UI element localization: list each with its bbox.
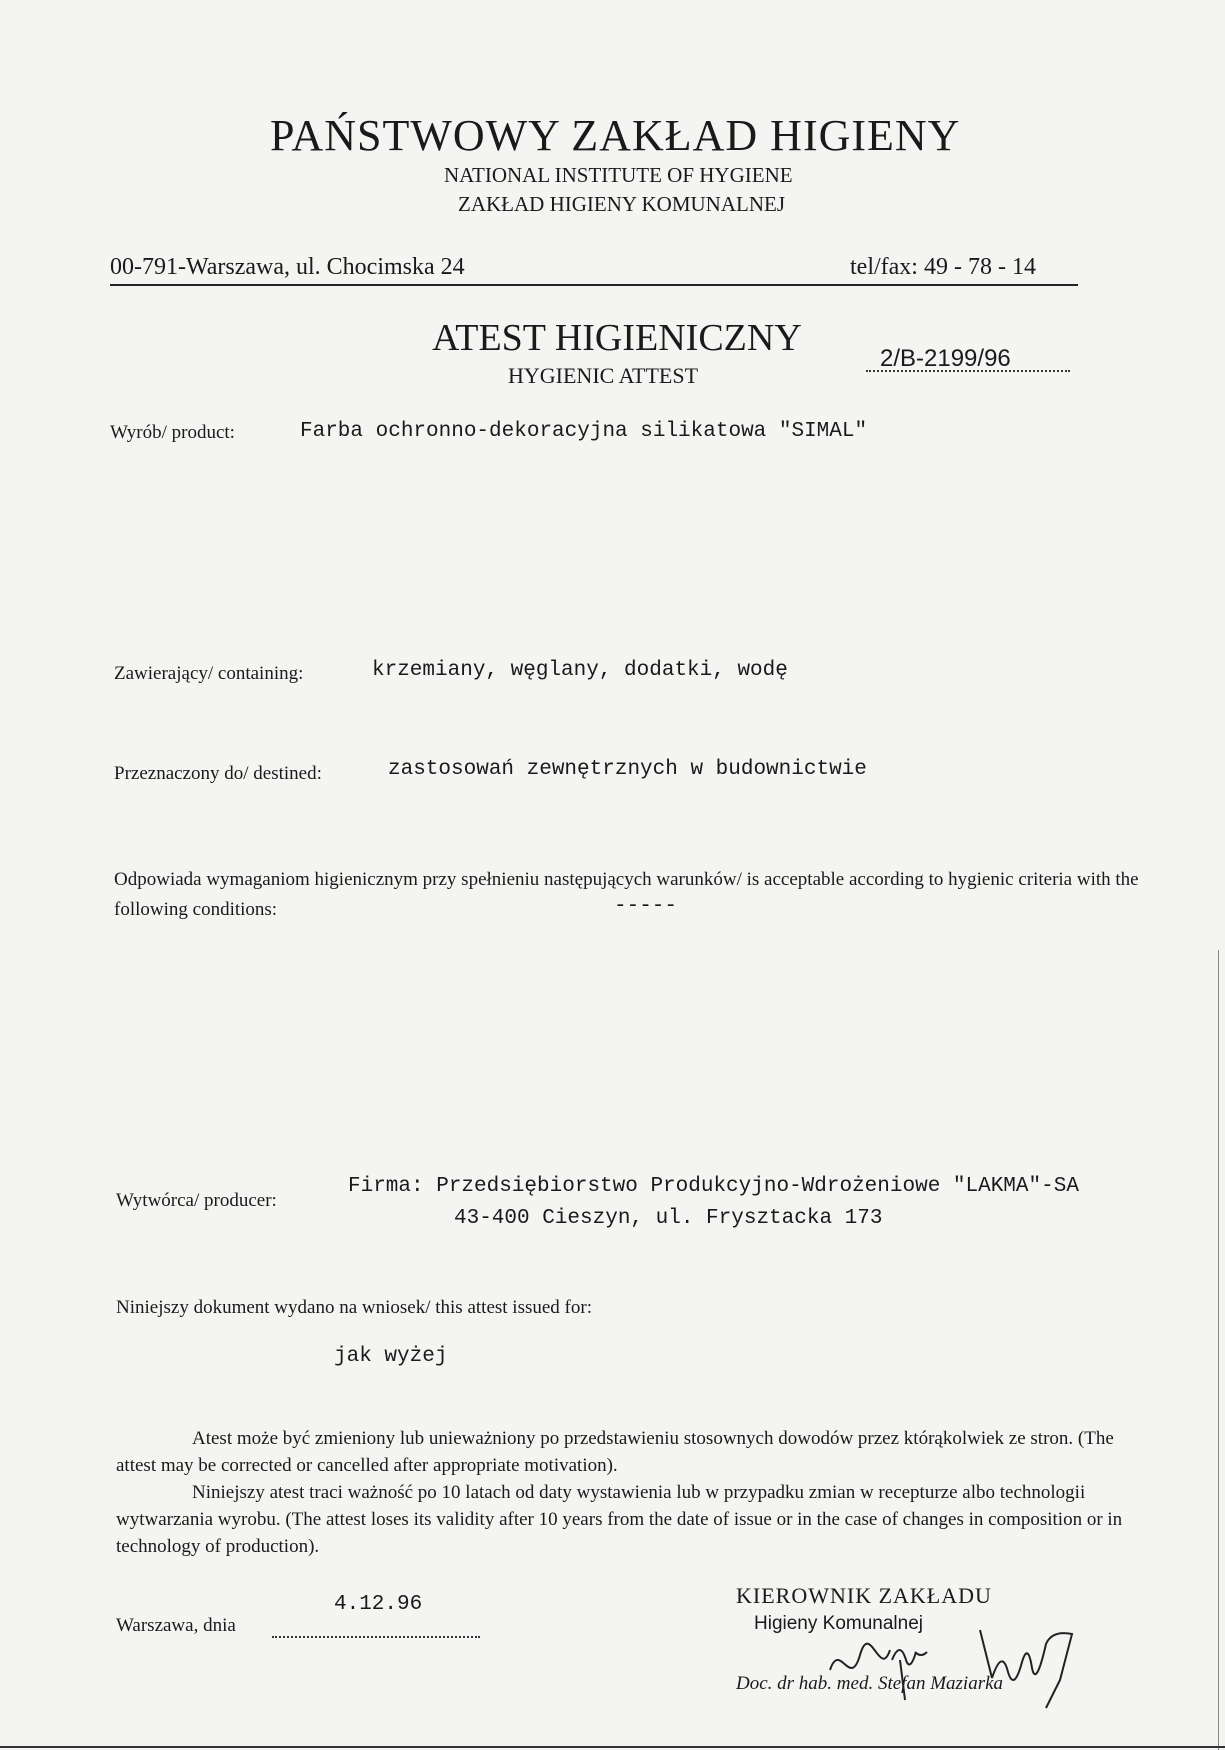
conditions-value: -----: [614, 895, 678, 918]
attest-title: ATEST HIGIENICZNY: [432, 317, 802, 359]
product-label: Wyrób/ product:: [110, 422, 235, 443]
head-department: Higieny Komunalnej: [754, 1613, 923, 1634]
destined-value: zastosowań zewnętrznych w budownictwie: [388, 758, 867, 781]
issued-for-label: Niniejszy dokument wydano na wniosek/ this attest issued for:: [116, 1297, 592, 1318]
destined-label: Przeznaczony do/ destined:: [114, 763, 322, 784]
issue-date: 4.12.96: [334, 1593, 423, 1616]
head-name: Doc. dr hab. med. Stefan Maziarka: [736, 1673, 1004, 1694]
handwritten-signature: [820, 1600, 1080, 1710]
telfax: tel/fax: 49 - 78 - 14: [850, 254, 1036, 280]
institute-title: PAŃSTWOWY ZAKŁAD HIGIENY: [270, 111, 961, 160]
producer-label: Wytwórca/ producer:: [116, 1190, 277, 1211]
product-value: Farba ochronno-dekoracyjna silikatowa "SIMAL": [300, 420, 868, 443]
department-name: ZAKŁAD HIGIENY KOMUNALNEJ: [458, 192, 786, 216]
note-paragraph-correction: Atest może być zmieniony lub unieważniony po przedstawieniu stosownych dowodów przez którąkolwiek ze stron. (The attest may be corrected or cancelled after appropriate motivation).: [116, 1428, 1114, 1476]
attest-title-english: HYGIENIC ATTEST: [508, 363, 699, 388]
attest-number-dotted-line: [866, 370, 1070, 372]
institute-title-english: NATIONAL INSTITUTE OF HYGIENE: [444, 163, 793, 187]
head-title: KIEROWNIK ZAKŁADU: [736, 1583, 992, 1608]
producer-name: Firma: Przedsiębiorstwo Produkcyjno-Wdrożeniowe "LAKMA"-SA: [348, 1175, 1079, 1198]
address: 00-791-Warszawa, ul. Chocimska 24: [110, 254, 465, 280]
date-dotted-line: [272, 1636, 480, 1638]
page-bottom-border: [0, 1746, 1225, 1748]
note-paragraph-validity: Niniejszy atest traci ważność po 10 latach od daty wystawienia lub w przypadku zmian w recepturze albo technologii wytwarzania wyrobu. (The attest loses its validity after 10 years from the date of issue or in the case of changes in composition or in technology of production).: [116, 1482, 1123, 1557]
attest-number: 2/B-2199/96: [880, 345, 1011, 372]
header-divider: [110, 284, 1078, 286]
page-edge-line: [1218, 950, 1219, 1750]
place-label: Warszawa, dnia: [116, 1615, 236, 1636]
containing-label: Zawierający/ containing:: [114, 663, 304, 684]
containing-value: krzemiany, węglany, dodatki, wodę: [372, 659, 788, 682]
issued-for-value: jak wyżej: [334, 1345, 448, 1368]
validity-notes: [116, 1425, 1156, 1560]
criteria-text: Odpowiada wymaganiom higienicznym przy spełnieniu następujących warunków/ is acceptable according to hygienic criteria with the following conditions:: [114, 869, 1139, 920]
producer-address: 43-400 Cieszyn, ul. Frysztacka 173: [454, 1207, 883, 1230]
